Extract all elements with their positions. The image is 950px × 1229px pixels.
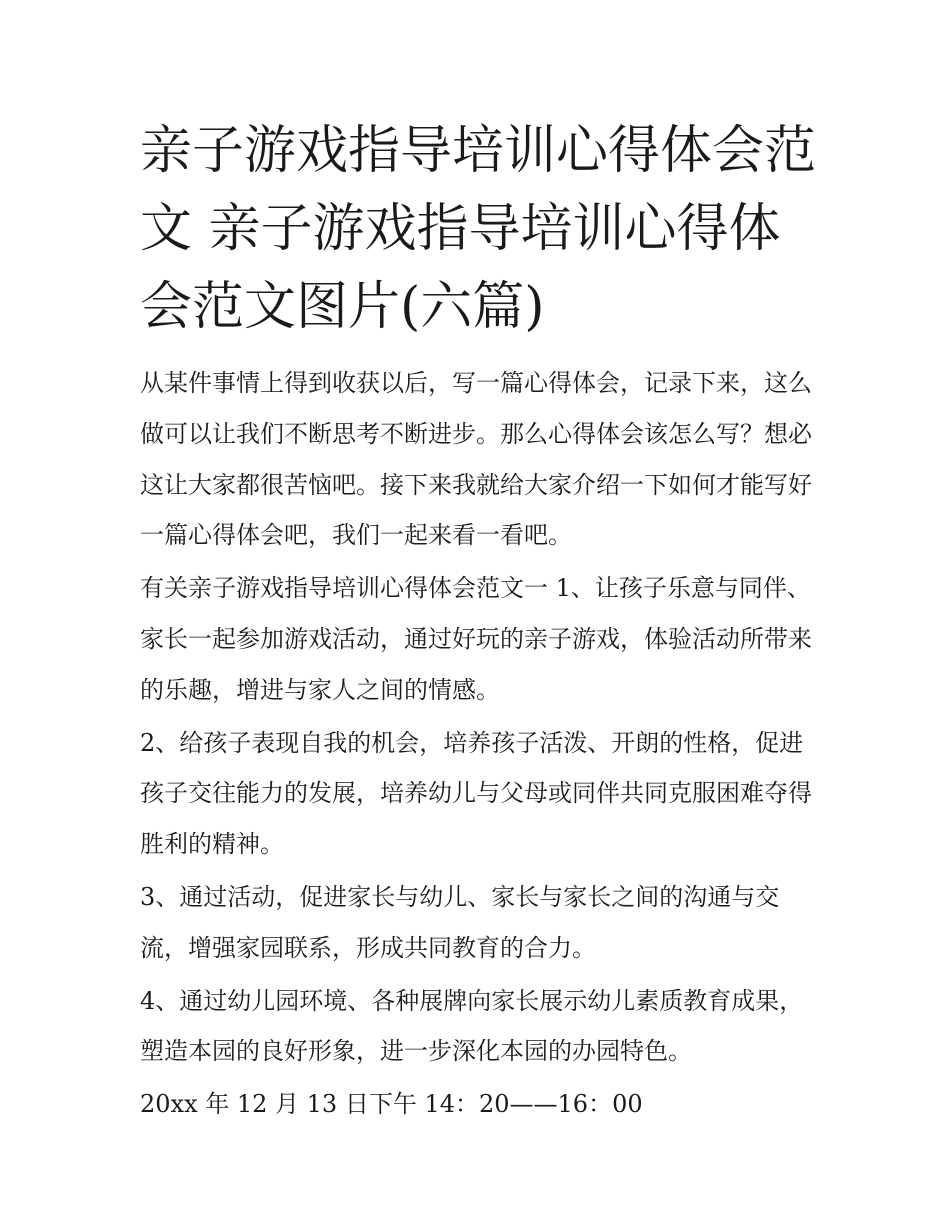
intro-paragraph: 从某件事情上得到收获以后，写一篇心得体会，记录下来，这么做可以让我们不断思考不断进步。那么心得体会该怎么写？想必这让大家都很苦恼吧。接下来我就给大家介绍一下如何才能写好一篇心得体会吧，我们一起来看一看吧。 xyxy=(140,369,812,550)
section-one-paragraph: 有关亲子游戏指导培训心得体会范文一 1、让孩子乐意与同伴、家长一起参加游戏活动，通过好玩的亲子游戏，体验活动所带来的乐趣，增进与家人之间的情感。 xyxy=(140,574,812,704)
item-three-paragraph: 3、通过活动，促进家长与幼儿、家长与家长之间的沟通与交流，增强家园联系，形成共同教育的合力。 xyxy=(140,882,780,962)
document-title: 亲子游戏指导培训心得体会范文 亲子游戏指导培训心得体会范文图片(六篇) xyxy=(140,121,817,337)
event-time-paragraph: 20xx 年 12 月 13 日下午 14：20——16：00 xyxy=(140,1090,643,1119)
document-content xyxy=(140,112,820,1132)
item-four-paragraph: 4、通过幼儿园环境、各种展牌向家长展示幼儿素质教育成果，塑造本园的良好形象，进一步深化本园的办园特色。 xyxy=(140,986,804,1066)
item-two-paragraph: 2、给孩子表现自我的机会，培养孩子活泼、开朗的性格，促进孩子交往能力的发展，培养幼儿与父母或同伴共同克服困难夺得胜利的精神。 xyxy=(140,728,812,859)
